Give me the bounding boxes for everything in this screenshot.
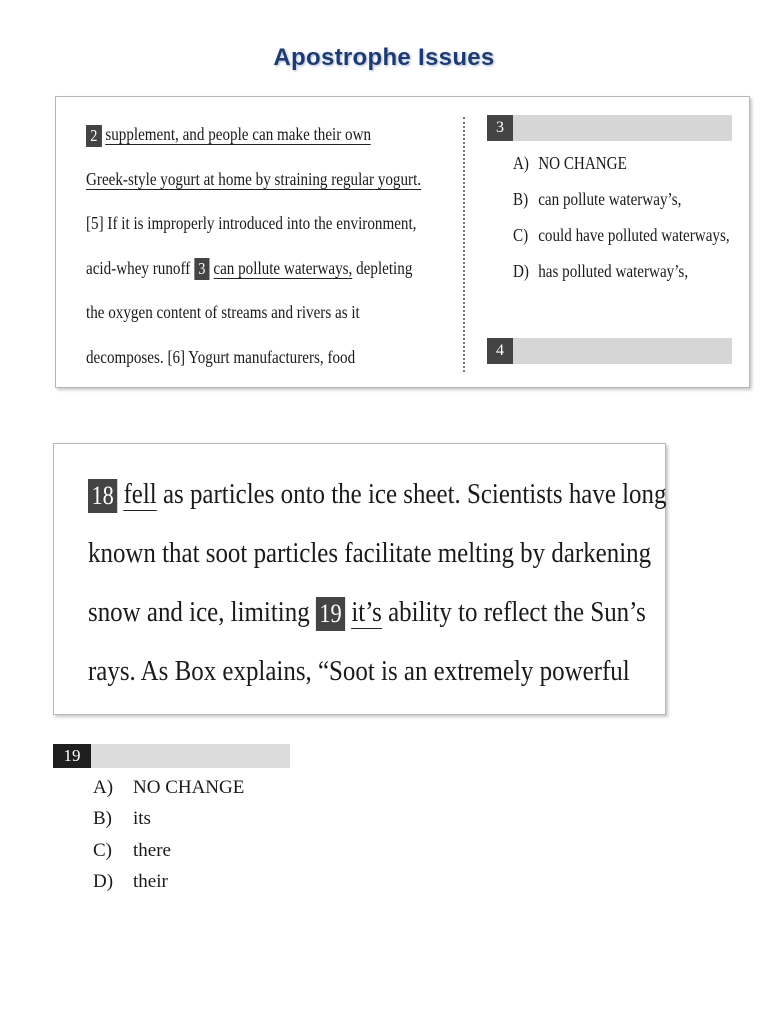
passage-text-segment: acid-whey runoff xyxy=(86,257,191,278)
passage-text xyxy=(86,119,456,386)
question-19-choices xyxy=(93,772,244,897)
choice-text: its xyxy=(133,808,151,830)
column-divider xyxy=(463,117,465,372)
passage-line xyxy=(88,464,667,523)
question-number-badge[interactable]: 3 xyxy=(194,258,210,280)
choice-letter: B) xyxy=(93,808,112,830)
question-number-badge[interactable]: 19 xyxy=(316,597,345,631)
passage-text-segment: ability to reflect the Sun’s xyxy=(381,596,646,628)
passage-panel-1 xyxy=(55,96,750,388)
answer-choice[interactable] xyxy=(93,835,244,866)
question-3-choices xyxy=(513,145,753,289)
underlined-text: it’s xyxy=(351,596,382,628)
choice-letter: A) xyxy=(93,777,114,798)
passage-line: the oxygen content of streams and rivers as it xyxy=(86,302,360,322)
choice-text: could have polluted waterways, xyxy=(538,225,730,245)
underlined-text: fell xyxy=(123,478,157,510)
answer-choice[interactable] xyxy=(513,181,715,217)
passage-line: rays. As Box explains, “Soot is an extremely powerful xyxy=(88,655,630,687)
passage-line xyxy=(88,582,646,641)
answer-choice[interactable] xyxy=(513,253,715,289)
question-number-badge: 19 xyxy=(53,744,91,768)
passage-text-segment: snow and ice, limiting xyxy=(88,596,316,628)
passage-line: [5] If it is improperly introduced into the environment, xyxy=(86,213,417,233)
answer-choice[interactable] xyxy=(93,803,244,834)
underlined-text: Greek-style yogurt at home by straining regular yogurt. xyxy=(86,168,422,189)
underlined-text: can pollute waterways, xyxy=(213,257,353,278)
passage-text xyxy=(88,464,667,700)
passage-text-segment: as particles onto the ice sheet. Scientists have long xyxy=(156,478,667,510)
answer-choice[interactable] xyxy=(93,866,244,897)
choice-text: has polluted waterway’s, xyxy=(538,261,689,281)
choice-text: can pollute waterway’s, xyxy=(538,189,682,209)
choice-text: NO CHANGE xyxy=(538,153,627,173)
choice-text: NO CHANGE xyxy=(133,777,245,798)
question-number-badge[interactable]: 18 xyxy=(88,479,117,513)
choice-letter: A) xyxy=(513,153,529,173)
question-19-header xyxy=(53,744,290,768)
passage-text-segment: depleting xyxy=(352,257,413,278)
choice-letter: C) xyxy=(93,839,112,861)
passage-line xyxy=(86,253,413,298)
passage-panel-2 xyxy=(53,443,666,715)
answer-choice[interactable] xyxy=(513,145,715,181)
question-4-header xyxy=(487,338,732,364)
page-title: Apostrophe Issues xyxy=(273,44,495,71)
question-3-header xyxy=(487,115,732,141)
choice-letter: D) xyxy=(513,261,529,281)
choice-letter: D) xyxy=(93,870,114,892)
choice-text: there xyxy=(133,839,171,861)
question-number-badge: 4 xyxy=(487,338,513,364)
choice-letter: C) xyxy=(513,225,529,245)
passage-line xyxy=(86,164,422,209)
question-number-badge[interactable]: 2 xyxy=(86,125,102,147)
passage-line: known that soot particles facilitate melting by darkening xyxy=(88,537,652,569)
passage-line xyxy=(86,119,397,164)
question-number-badge: 3 xyxy=(487,115,513,141)
choice-letter: B) xyxy=(513,189,529,209)
passage-line: decomposes. [6] Yogurt manufacturers, food xyxy=(86,346,356,367)
choice-text: their xyxy=(133,870,168,892)
underlined-text: supplement, and people can make their own xyxy=(105,124,372,144)
answer-choice[interactable] xyxy=(513,217,730,253)
answer-choice[interactable] xyxy=(93,772,244,803)
